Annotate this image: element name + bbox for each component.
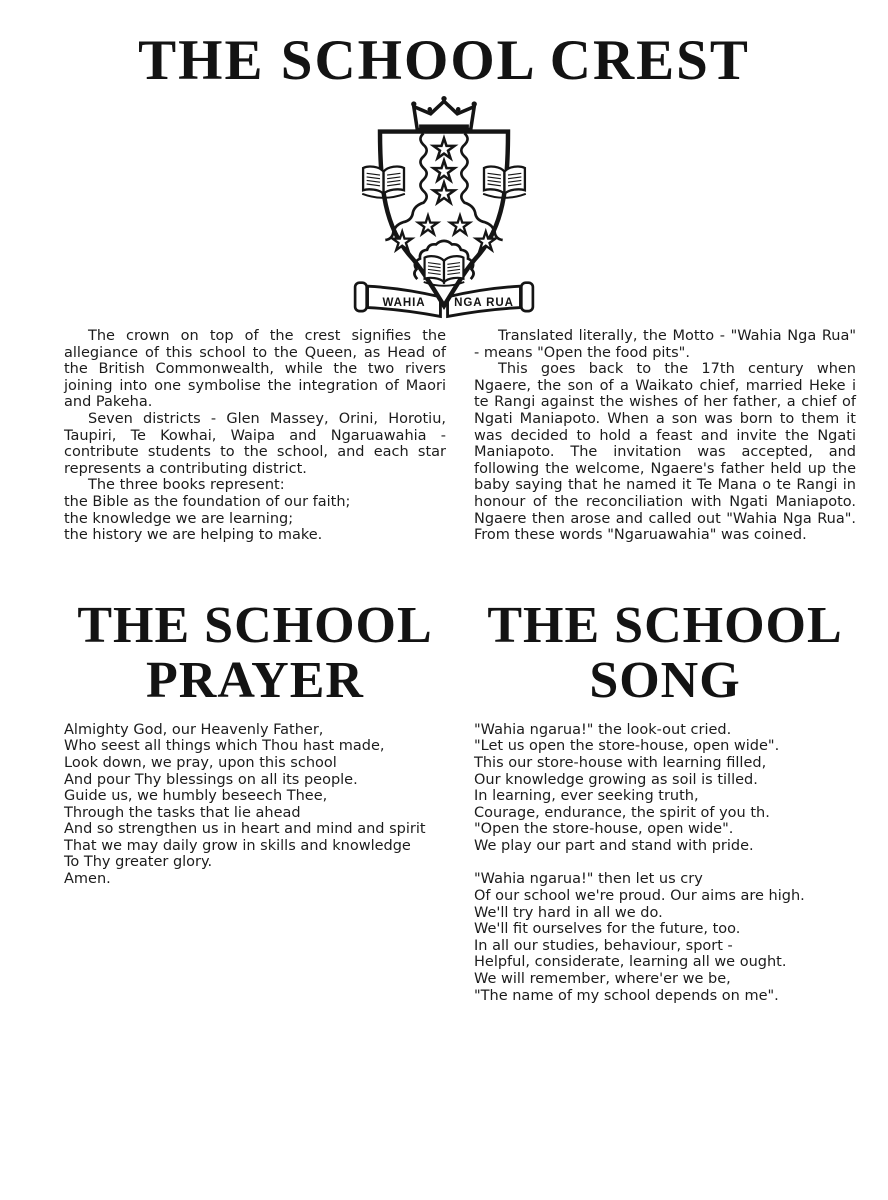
verse-gap [474,854,856,871]
song-title-line2: SONG [589,651,741,709]
text-line: Courage, endurance, the spirit of you th. [474,804,770,821]
school-crest [0,96,888,320]
text-line: And so strengthen us in heart and mind and spirit [64,821,426,838]
text-line: Amen. [64,871,111,888]
paragraph: The crown on top of the crest signifies the allegiance of this school to the Queen, as Head of the British Commonwealth, while the two rivers joining into one symbolise the integration of Maori and Pakeha. [64,328,446,411]
text-line: We will remember, where'er we be, [474,971,731,988]
paragraph: Seven districts - Glen Massey, Orini, Horotiu, Taupiri, Te Kowhai, Waipa and Ngaruawahia - contribute students to the school, and each star represents a contributing district. [64,410,446,477]
text-line: To Thy greater glory. [64,854,213,871]
prayer-lines [64,722,446,888]
text-line: Almighty God, our Heavenly Father, [64,721,324,738]
text-line: "Let us open the store-house, open wide". [474,738,780,755]
prayer-title-line2: PRAYER [146,651,364,709]
text-line: Helpful, considerate, learning all we ought. [474,954,787,971]
text-line: And pour Thy blessings on all its people. [64,771,358,788]
text-line: "Wahia ngarua!" the look-out cried. [474,721,732,738]
paragraph: This goes back to the 17th century when Ngaere, the son of a Waikato chief, married Heke i te Rangi against the wishes of her father, a chief of Ngati Maniapoto. When a son was born to them it was decided to hold a feast and invite the Ngati Maniapoto. The invitation was accepted, and following the welcome, Ngaere's father held up the baby saying that he named it Te Mana o te Rangi in honour of the reconciliation with Ngati Maniapoto. Ngaere then arose and called out "Wahia Nga Rua". From these words "Ngaruawahia" was coined. [474,361,856,544]
text-line: the Bible as the foundation of our faith; [64,493,351,510]
prayer-title-line1: THE SCHOOL [77,596,433,654]
crest-description [0,328,888,544]
crown-icon [411,96,477,132]
text-line: "Open the store-house, open wide". [474,821,734,838]
text-line: Look down, we pray, upon this school [64,754,337,771]
text-line: In all our studies, behaviour, sport - [474,937,733,954]
prayer-text [64,722,446,1005]
text-line: Guide us, we humbly beseech Thee, [64,788,328,805]
text-line: Who seest all things which Thou hast made, [64,738,385,755]
song-verse-1 [474,722,856,855]
paragraph: Translated literally, the Motto - "Wahia Nga Rua" - means "Open the food pits". [474,328,856,361]
books-intro: The three books represent: [88,477,285,494]
text-line: Through the tasks that lie ahead [64,804,301,821]
text-line: Our knowledge growing as soil is tilled. [474,771,758,788]
crest-right-column [474,328,856,544]
song-title-line1: THE SCHOOL [487,596,843,654]
text-line: This our store-house with learning filled, [474,754,767,771]
text-line: the history we are helping to make. [64,527,323,544]
prayer-title [64,598,446,708]
text-line: We'll fit ourselves for the future, too. [474,921,741,938]
text-line: the knowledge we are learning; [64,510,294,527]
text-line: We'll try hard in all we do. [474,904,663,921]
text-line: That we may daily grow in skills and knowledge [64,837,411,854]
song-title [474,598,856,708]
text-line: "The name of my school depends on me". [474,987,779,1004]
song-text [474,722,856,1005]
song-verse-2 [474,871,856,1004]
text-line: Of our school we're proud. Our aims are high. [474,888,805,905]
text-line: In learning, ever seeking truth, [474,788,699,805]
text-line: "Wahia ngarua!" then let us cry [474,871,703,888]
text-line: We play our part and stand with pride. [474,837,754,854]
page-title: THE SCHOOL CREST [138,29,750,92]
prayer-and-song [0,722,888,1005]
books-list [64,494,446,544]
motto-left-text: WAHIA [382,296,426,309]
school-crest-image [346,96,542,320]
section-headings [0,598,888,708]
motto-right-text: NGA RUA [454,296,514,309]
crest-left-column [64,328,446,544]
